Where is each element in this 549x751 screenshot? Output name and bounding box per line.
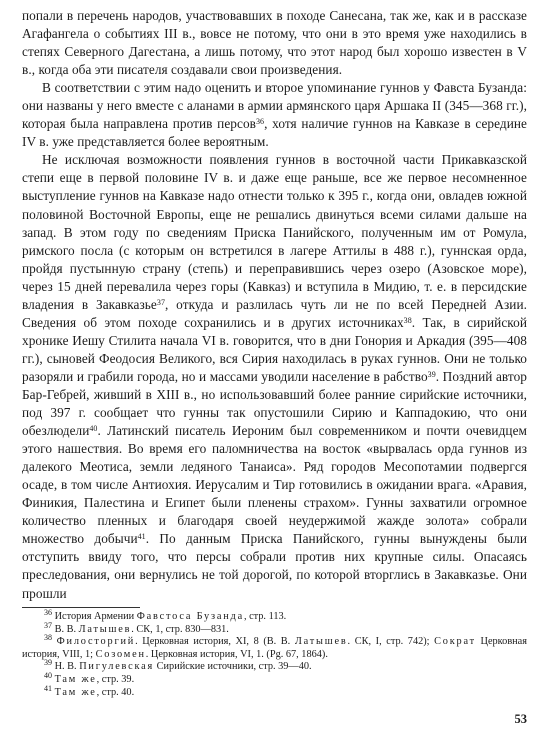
footnote-reference: 36	[44, 608, 52, 617]
paragraph	[22, 79, 527, 151]
text-run: . Церковная история, VI, 1. (Pg. 67, 1864).	[145, 648, 328, 660]
spaced-author-name: Латышев	[78, 623, 132, 635]
page-number: 53	[514, 712, 527, 726]
text-run: , хотя наличие гуннов на Кавказе в середине IV в. уже представляется более вероятным.	[22, 116, 527, 150]
footnote-reference: 37	[44, 620, 52, 630]
footnote-reference: 38	[44, 633, 52, 643]
text-run: , откуда и разлилась чуть ли не по всей Передней Азии. Сведения об этом походе сохранились и в других источниках	[22, 296, 527, 330]
footnote-reference: 36	[255, 117, 265, 127]
spaced-author-name: Там же	[54, 673, 97, 685]
spaced-author-name: Пигулевская	[79, 661, 155, 673]
text-run: Не исключая возможности появления гуннов в восточной части Прикавказской степи еще в первой половине IV в. и даже еще раньше, все же первое несомненное выступление гуннов на Кавказе надо отнести только к 395 г., когда они, овладев южной половиной Восточной Европы, еще не решались двинуться всеми силами дальше на запад. В этом году по сведениям Приска Панийского, полученным им от Ромула, римского посла (с которым он встретился в лагере Аттилы в 488 г.), гуннская орда, пройдя пустынную страну (степь) и переправившись через озеро (Азовское море), через 15 дней перевалила через горы (Кавказ) и вступила в Мидию, т. е. в персидские владения в Закавказье	[22, 152, 527, 312]
text-run: . СК, 1, стр. 830—831.	[131, 623, 229, 635]
text-run: . Так, в сирийской хронике Иешу Стилита начала VI в. говорится, что в дни Гонория и Аркадия (395—408 гг.), сыновей Феодосия Великого, вся Сирия находилась в руках гуннов. Они не только разоряли и грабили города, но и массами уводили население в рабство	[22, 314, 527, 384]
text-run: В. В.	[52, 623, 79, 635]
footnote-reference: 41	[137, 532, 146, 542]
footnote	[22, 608, 527, 624]
text-run: . Церковная история, XI, 8 (В. В.	[135, 636, 295, 648]
text-run: , стр. 39.	[96, 673, 135, 685]
footnote-reference: 40	[44, 670, 52, 680]
main-text	[22, 7, 527, 603]
spaced-author-name: Созомен	[95, 648, 146, 660]
text-run: Н. В.	[52, 661, 80, 673]
text-run: Церковная история, VIII, 1;	[22, 636, 527, 660]
spaced-author-name: Филосторгий	[56, 636, 136, 648]
footnote-divider	[22, 607, 140, 608]
footnote	[22, 633, 527, 661]
spaced-author-name: Сократ	[434, 636, 476, 648]
footnote-reference: 38	[403, 315, 412, 325]
footnote-reference: 40	[89, 424, 98, 434]
footnote	[22, 683, 527, 700]
footnote	[22, 670, 527, 687]
footnote	[22, 658, 527, 674]
text-run: попали в перечень народов, участвовавших в походе Санесана, так же, как и в рассказе Агафангела о событиях III в., вовсе не потому, что они в это время уже находились в степях Северного Дагестана, а лишь потому, что этот народ был хорошо известен в V в., когда оба эти писателя создавали свои произведения.	[22, 8, 527, 78]
text-run: . Латинский писатель Иероним был современником и почти очевидцем этого нашествия. Во время его паломничества на восток «вырвалась орда гуннов из далекого Меотиса, земли ледяного Танаиса». Ряд городов Месопотамии подвергся осаде, в том числе Антиохия. Иерусалим и Тир готовились в ожидании врага. «Аравия, Финикия, Палестина и Египет были пленены страхом». Гунны захватили огромное количество пленных и благодаря своей неудержимой жажде золота» собрали множество добычи	[22, 423, 527, 547]
text-run: , стр. 40.	[96, 686, 135, 698]
text-run: . По данным Приска Панийского, гунны вынуждены были отступить ввиду того, что персы собрали против них крупные силы. Опасаясь преследования, они вернулись не той дорогой, по которой вторглись в Закавказье. Они прошли	[22, 531, 527, 601]
footnote-reference: 41	[44, 683, 52, 693]
footnote-reference: 39	[427, 369, 436, 379]
footnote-reference: 37	[156, 297, 165, 307]
footnote-reference: 39	[44, 658, 52, 668]
text-run: В соответствии с этим надо оценить и второе упоминание гуннов у Фавста Бузанда: они названы у него вместе с аланами в армии армянского царя Аршака II (345—368 гг.), которая была направлена против персов	[22, 80, 527, 132]
paragraph	[22, 7, 527, 79]
text-run: , стр. 113.	[243, 611, 287, 622]
spaced-author-name: Там же	[54, 686, 97, 698]
text-run: . Поздний автор Бар-Гебрей, живший в XIII в., но использовавший более ранние сирийские источники, под 397 г. сообщает что гунны так опустошили Сирию и Каппадокию, что они обезлюдели	[22, 368, 527, 439]
paragraph	[22, 151, 527, 602]
spaced-author-name: Фавстоса Бузанда	[136, 611, 244, 622]
text-run: История Армении	[52, 611, 137, 622]
footnotes	[22, 608, 527, 699]
text-run: . СК, I, стр. 742);	[347, 636, 435, 648]
footnote	[22, 620, 527, 637]
text-run: Сирийские источники, стр. 39—40.	[154, 661, 312, 673]
spaced-author-name: Латышев	[294, 636, 348, 648]
